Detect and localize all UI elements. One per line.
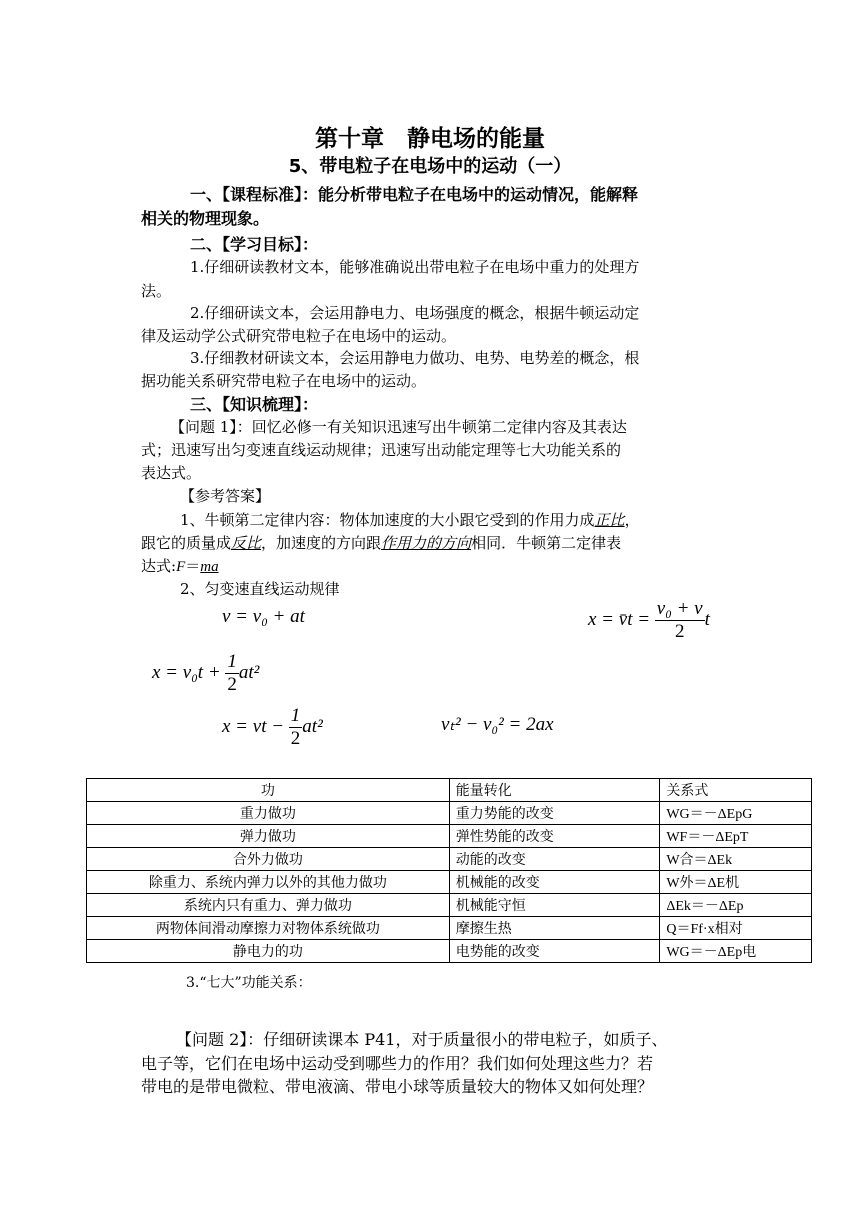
question2-line: 电子等，它们在电场中运动受到哪些力的作用？我们如何处理这些力？若 <box>141 1054 654 1073</box>
table-cell-conversion: 机械能守恒 <box>449 894 660 917</box>
table-row <box>87 848 812 871</box>
table-cell-conversion: 摩擦生热 <box>449 917 660 940</box>
table-cell-work: 除重力、系统内弹力以外的其他力做功 <box>87 871 450 894</box>
table-header: 能量转化 <box>449 779 660 802</box>
equation-part: at² <box>302 715 323 737</box>
equation-displacement-final <box>222 705 323 750</box>
equation-part: x = vt − <box>222 715 285 737</box>
table-cell-work: 系统内只有重力、弹力做功 <box>87 894 450 917</box>
table-cell-work: 弹力做功 <box>87 825 450 848</box>
table-cell-work: 静电力的功 <box>87 940 450 963</box>
newton-law-line3 <box>141 555 219 576</box>
fraction-numerator: 1 <box>227 651 237 672</box>
newton-text: 相同．牛顿第二定律表 <box>471 534 622 552</box>
equation-velocity: v = v₀ + at <box>222 606 305 627</box>
table-cell-relation: WG＝－ΔEp电 <box>660 940 812 963</box>
table-cell-relation: W外＝ΔE机 <box>660 871 812 894</box>
table-header: 功 <box>87 779 450 802</box>
equation-part: at² <box>238 661 260 683</box>
question2-line: 【问题 2】：仔细研读课本 P41，对于质量很小的带电粒子，如质子、 <box>176 1030 668 1049</box>
objective-line: 据功能关系研究带电粒子在电场中的运动。 <box>141 372 427 390</box>
equation-velocity-squared: vₜ² − v₀² = 2ax <box>441 714 554 735</box>
objectives-heading: 二、【学习目标】： <box>190 235 319 254</box>
newton-blank-inverse: 反比 <box>231 534 262 552</box>
equation-part: x = v̄t = <box>588 608 651 630</box>
course-standard-line1 <box>190 182 638 205</box>
table-header: 关系式 <box>660 779 812 802</box>
newton-text: ，加速度的方向跟 <box>261 534 382 552</box>
objective-line: 3.仔细教材研读文本，会运用静电力做功、电势、电势差的概念，根 <box>190 349 640 367</box>
equation-average-velocity <box>588 598 710 643</box>
fraction-numerator: v₀ + v <box>656 598 703 619</box>
objective-line: 1.仔细研读教材文本，能够准确说出带电粒子在电场中重力的处理方 <box>190 258 640 276</box>
knowledge-heading: 三、【知识梳理】： <box>190 395 319 414</box>
question1-line: 式；迅速写出匀变速直线运动规律；迅速写出动能定理等七大功能关系的 <box>141 441 622 459</box>
newton-text: 1、牛顿第二定律内容：物体加速度的大小跟它受到的作用力成 <box>180 511 595 529</box>
newton-text: 达式: <box>141 557 177 575</box>
table-cell-conversion: 动能的改变 <box>449 848 660 871</box>
answer-heading: 【参考答案】 <box>180 487 271 505</box>
fraction-denominator: 2 <box>227 674 237 695</box>
equation-fraction <box>289 705 303 750</box>
energy-relations-table <box>86 778 812 963</box>
table-row <box>87 940 812 963</box>
course-standard-line2: 相关的物理现象。 <box>141 209 270 228</box>
course-standard-text: 能分析带电粒子在电场中的运动情况，能解释 <box>318 185 639 204</box>
newton-text: 跟它的质量成 <box>141 534 232 552</box>
newton-law-line2 <box>141 532 621 553</box>
table-cell-relation: Q＝Ff·x相对 <box>660 917 812 940</box>
fraction-denominator: 2 <box>674 621 685 642</box>
kinematics-heading: 2、匀变速直线运动规律 <box>180 580 340 598</box>
fraction-denominator: 2 <box>290 728 301 749</box>
chapter-title: 第十章 静电场的能量 <box>315 126 545 152</box>
table-row <box>87 825 812 848</box>
newton-formula-F: F <box>176 559 186 575</box>
table-cell-work: 合外力做功 <box>87 848 450 871</box>
question1-line: 【问题 1】：回忆必修一有关知识迅速写出牛顿第二定律内容及其表达 <box>170 418 627 436</box>
course-standard-heading: 一、【课程标准】： <box>190 185 319 204</box>
table-cell-relation: WF＝－ΔEpT <box>660 825 812 848</box>
question1-line: 表达式。 <box>141 464 202 482</box>
newton-law-line1 <box>180 509 640 530</box>
table-cell-conversion: 电势能的改变 <box>449 940 660 963</box>
equation-part: t <box>704 608 710 630</box>
objective-line: 2.仔细研读文本，会运用静电力、电场强度的概念，根据牛顿运动定 <box>190 304 640 322</box>
table-cell-relation: W合＝ΔEk <box>660 848 812 871</box>
table-cell-conversion: 弹性势能的改变 <box>449 825 660 848</box>
objective-line: 法。 <box>141 282 172 300</box>
equation-displacement <box>152 651 259 696</box>
section-title: 5、带电粒子在电场中的运动（一） <box>288 156 572 177</box>
table-row <box>87 917 812 940</box>
seven-relations-label: 3.“七大”功能关系： <box>186 975 312 991</box>
table-cell-work: 两物体间滑动摩擦力对物体系统做功 <box>87 917 450 940</box>
newton-text: ， <box>624 511 640 529</box>
objective-line: 律及运动学公式研究带电粒子在电场中的运动。 <box>141 327 457 345</box>
table-row <box>87 802 812 825</box>
fraction-numerator: 1 <box>290 705 301 726</box>
table-row <box>87 871 812 894</box>
table-row <box>87 894 812 917</box>
equation-part: x = v₀t + <box>152 661 221 683</box>
newton-blank-proportional: 正比 <box>594 511 625 529</box>
equation-fraction <box>655 598 705 643</box>
table-cell-conversion: 重力势能的改变 <box>449 802 660 825</box>
table-cell-conversion: 机械能的改变 <box>449 871 660 894</box>
table-cell-relation: ΔEk＝－ΔEp <box>660 894 812 917</box>
equation-fraction <box>225 651 239 696</box>
table-header-row <box>87 779 812 802</box>
table-cell-work: 重力做功 <box>87 802 450 825</box>
question2-line: 带电的是带电微粒、带电液滴、带电小球等质量较大的物体又如何处理？ <box>141 1077 654 1096</box>
newton-blank-direction: 作用力的方向 <box>381 534 472 552</box>
newton-formula-eq: ＝ <box>185 557 201 575</box>
newton-formula-ma: ma <box>200 559 219 575</box>
table-cell-relation: WG＝－ΔEpG <box>660 802 812 825</box>
